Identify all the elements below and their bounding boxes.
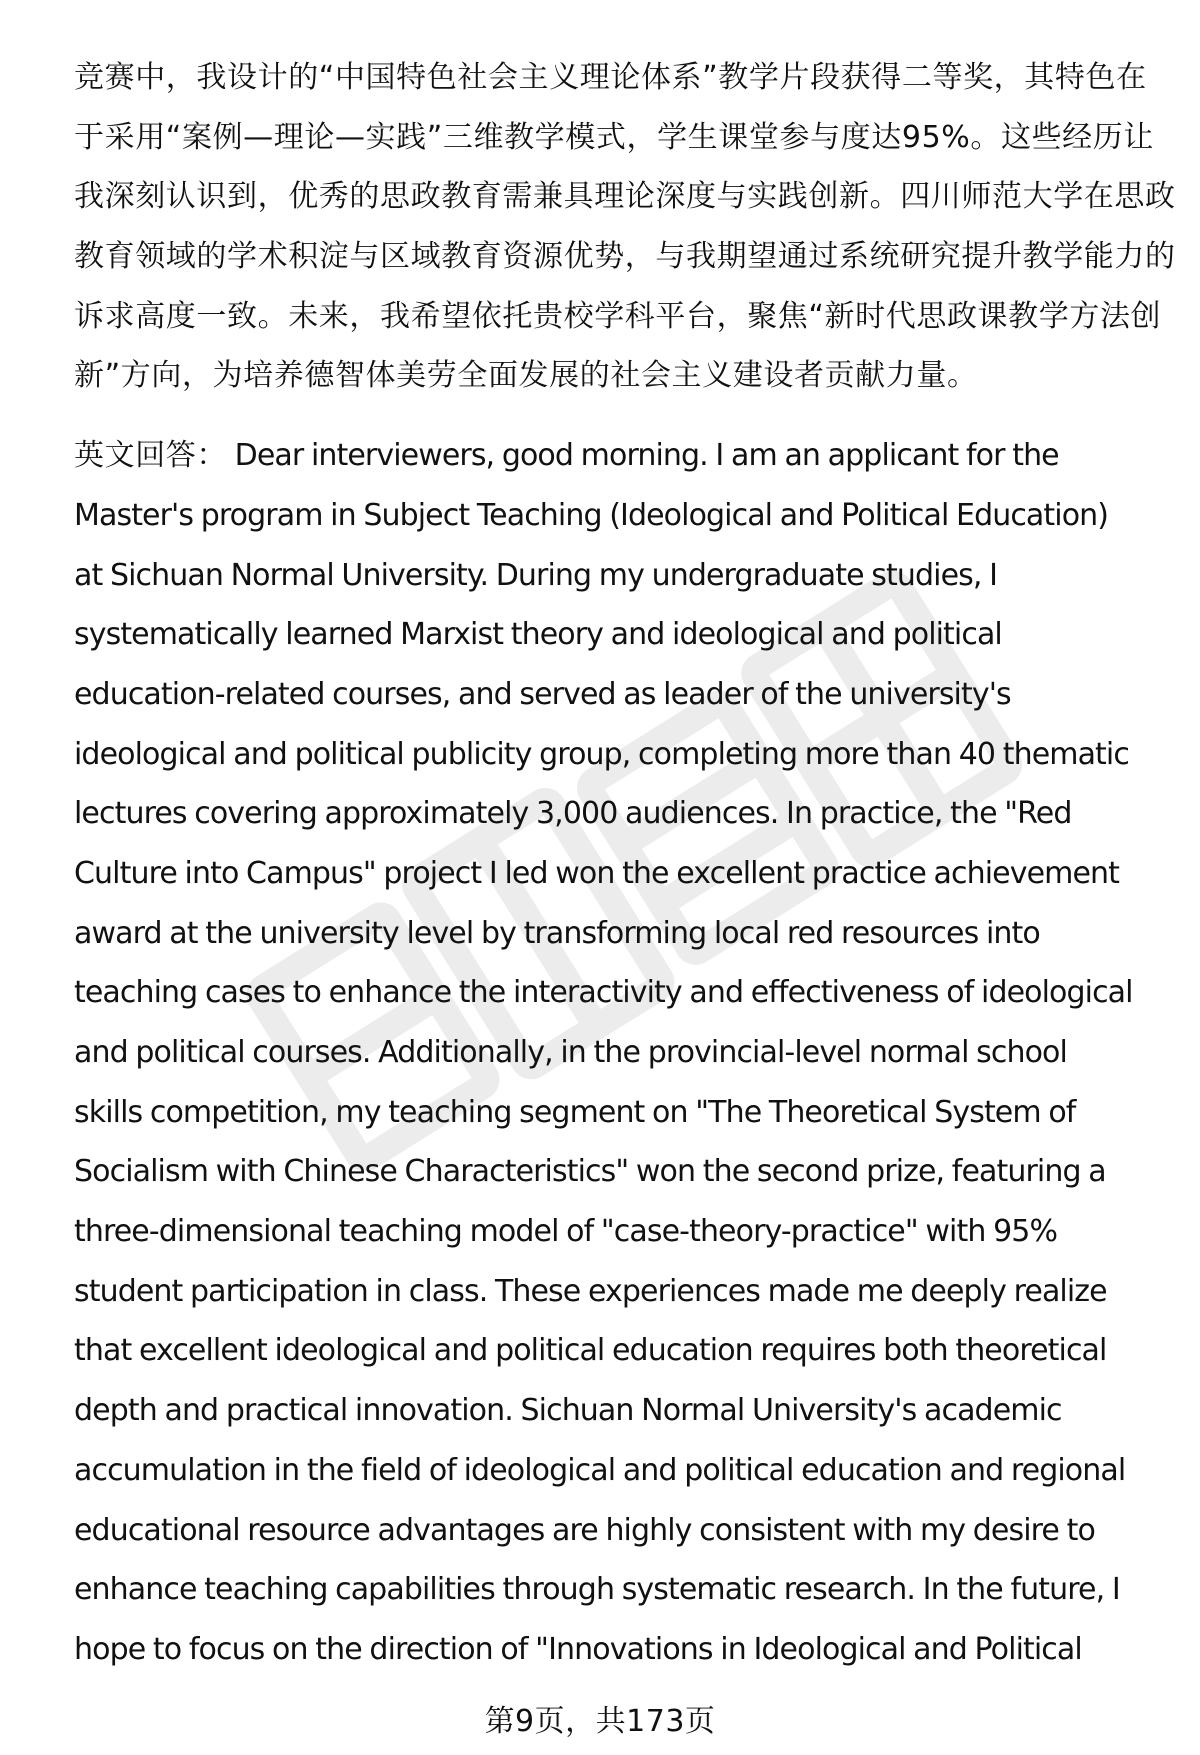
text-line: 诉求高度一致。未来，我希望依托贵校学科平台，聚焦“新时代思政课教学方法创 [74, 298, 1162, 334]
text-line: hope to focus on the direction of "Innovations in Ideological and Political [74, 1631, 1082, 1667]
english-answer-label: 英文回答： [74, 438, 227, 474]
text-line: Culture into Campus" project I led won the excellent practice achievement [74, 855, 1119, 891]
text-line: and political courses. Additionally, in the provincial-level normal school [74, 1035, 1067, 1070]
text-line-content: Dear interviewers, good morning. I am an applicant for the [234, 438, 1059, 474]
text-line: lectures covering approximately 3,000 audiences. In practice, the "Red [74, 796, 1072, 832]
text-line [74, 426, 1154, 486]
text-line: Socialism with Chinese Characteristics" won the second prize, featuring a [74, 1154, 1106, 1190]
text-line: 竞赛中，我设计的“中国特色社会主义理论体系”教学片段获得二等奖，其特色在 [74, 60, 1147, 95]
text-line: 于采用“案例—理论—实践”三维教学模式，学生课堂参与度达95%。这些经历让 [74, 119, 1154, 155]
text-line: educational resource advantages are highly consistent with my desire to [74, 1512, 1095, 1548]
text-line: award at the university level by transforming local red resources into [74, 915, 1040, 951]
chinese-paragraph [74, 48, 1176, 406]
text-line: Master's program in Subject Teaching (Ideological and Political Education) [74, 497, 1109, 533]
text-line: education-related courses, and served as leader of the university's [74, 676, 1011, 712]
text-line: that excellent ideological and political education requires both theoretical [74, 1333, 1107, 1369]
text-line: enhance teaching capabilities through systematic research. In the future, I [74, 1572, 1120, 1608]
text-line: student participation in class. These experiences made me deeply realize [74, 1273, 1107, 1309]
page-number-footer: 第9页，共173页 [484, 1704, 716, 1739]
text-line: teaching cases to enhance the interactivity and effectiveness of ideological [74, 975, 1133, 1011]
text-line: 新”方向，为培养德智体美劳全面发展的社会主义建设者贡献力量。 [74, 358, 978, 394]
text-line: ideological and political publicity group, completing more than 40 thematic [74, 736, 1129, 772]
text-line: skills competition, my teaching segment on "The Theoretical System of [74, 1094, 1076, 1130]
document-body [74, 48, 1176, 1680]
text-line: 教育领域的学术积淀与区域教育资源优势，与我期望通过系统研究提升教学能力的 [74, 239, 1176, 275]
english-paragraph [74, 426, 1154, 1679]
text-line: 我深刻认识到，优秀的思政教育需兼具理论深度与实践创新。四川师范大学在思政 [74, 179, 1176, 215]
text-line: systematically learned Marxist theory and ideological and political [74, 617, 1002, 653]
text-line: depth and practical innovation. Sichuan Normal University's academic [74, 1393, 1062, 1429]
text-line: accumulation in the field of ideological and political education and regional [74, 1452, 1126, 1488]
text-line: at Sichuan Normal University. During my undergraduate studies, I [74, 557, 998, 593]
text-line: three-dimensional teaching model of "case-theory-practice" with 95% [74, 1214, 1058, 1250]
paragraph-gap [74, 406, 1154, 426]
